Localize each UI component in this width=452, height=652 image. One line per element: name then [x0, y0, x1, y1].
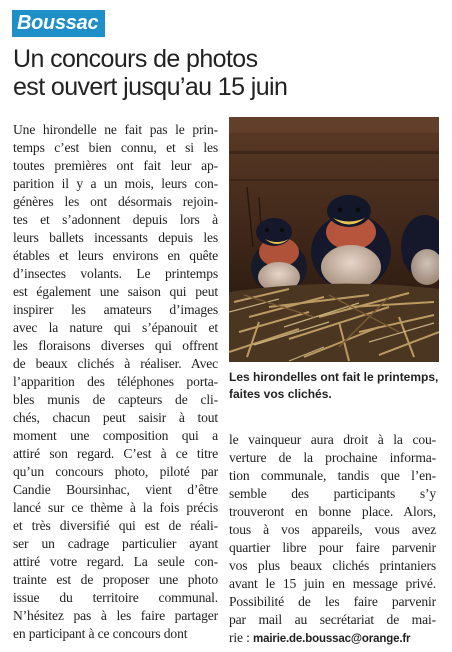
caption-line-1: Les hirondelles ont fait le printemps, — [229, 370, 439, 384]
article-line: bles munis de capteurs de cli- — [13, 392, 218, 407]
article-line: N’hésitez pas à les faire partager — [13, 608, 218, 623]
article-line: avant le 15 juin en message privé. — [229, 576, 436, 591]
article-line: tous à vos appareils, vous avez — [229, 522, 436, 537]
article-line: les floraisons diverses qui offrent — [13, 338, 218, 353]
article-line: parition il y a un mois, leurs con- — [13, 176, 218, 191]
article-line: quartier libre pour faire parvenir — [229, 540, 436, 555]
article-line: trouveront en bonne place. Alors, — [229, 504, 436, 519]
article-line: qu’un concours photo, piloté par — [13, 464, 218, 479]
article-line: par mail au secrétariat de mai- — [229, 612, 436, 627]
article-line: moment une composition qui a — [13, 428, 218, 443]
headline-line-2: est ouvert jusqu’au 15 juin — [13, 73, 288, 101]
article-line: étables et leurs environs en quête — [13, 248, 218, 263]
article-line: temps c’est bien connu, et si les — [13, 140, 218, 155]
article-line: vos plus beaux clichés printaniers — [229, 558, 436, 573]
article-line: tes et s’adonnent depuis lors à — [13, 212, 218, 227]
article-photo — [229, 117, 439, 362]
article-last-line — [229, 629, 436, 648]
article-line: de beaux clichés à réaliser. Avec — [13, 356, 218, 371]
article-line: Possibilité de les faire parvenir — [229, 594, 436, 609]
article-line: Candie Boursinhac, vient d’être — [13, 482, 218, 497]
article-column-right — [229, 431, 436, 648]
article-line: chés, chacun peut saisir à tout — [13, 410, 218, 425]
article-line: avec la nature qui s’épanouit et — [13, 320, 218, 335]
section-tag: Boussac — [12, 10, 105, 37]
article-line: ser un cadrage particulier ayant — [13, 536, 218, 551]
article-line: issue du territoire communal. — [13, 590, 218, 605]
article-line: d’insectes volants. Le printemps — [13, 266, 218, 281]
contact-email: mairie.de.boussac@orange.fr — [253, 633, 411, 645]
headline-line-1: Un concours de photos — [13, 45, 258, 73]
article-line: en participant à ce concours dont — [13, 626, 188, 641]
swallow-chicks-photo — [229, 117, 439, 362]
article-line: et très diversifié qui est de réali- — [13, 518, 218, 533]
photo-caption — [229, 369, 439, 403]
article-line: lancé sur ce thème à la fois précis — [13, 500, 218, 515]
headline — [13, 45, 433, 101]
article-line: leurs ballets incessants depuis les — [13, 230, 218, 245]
article-line: le vainqueur aura droit à la cou- — [229, 432, 436, 447]
article-line: toutes premières ont fait leur ap- — [13, 158, 218, 173]
article-line: inspirer les amateurs d’images — [13, 302, 218, 317]
article-line: trainte est de proposer une photo — [13, 572, 218, 587]
article-line: tion communale, tandis que l’en- — [229, 468, 436, 483]
caption-line-2: faites vos clichés. — [229, 387, 332, 401]
article-line: verture de la prochaine informa- — [229, 450, 436, 465]
article-line: est également une saison qui peut — [13, 284, 218, 299]
article-line: attiré son regard. C’est à ce titre — [13, 446, 218, 461]
article-last-words: rie : — [229, 630, 254, 645]
article-line: génères les ont désormais rejoin- — [13, 194, 218, 209]
article-line: semble des participants s’y — [229, 486, 436, 501]
article-line: l’apparition des téléphones porta- — [13, 374, 218, 389]
article-column-left — [13, 121, 218, 643]
article-line: Une hirondelle ne fait pas le prin- — [13, 122, 218, 137]
article-line: attiré votre regard. La seule con- — [13, 554, 218, 569]
